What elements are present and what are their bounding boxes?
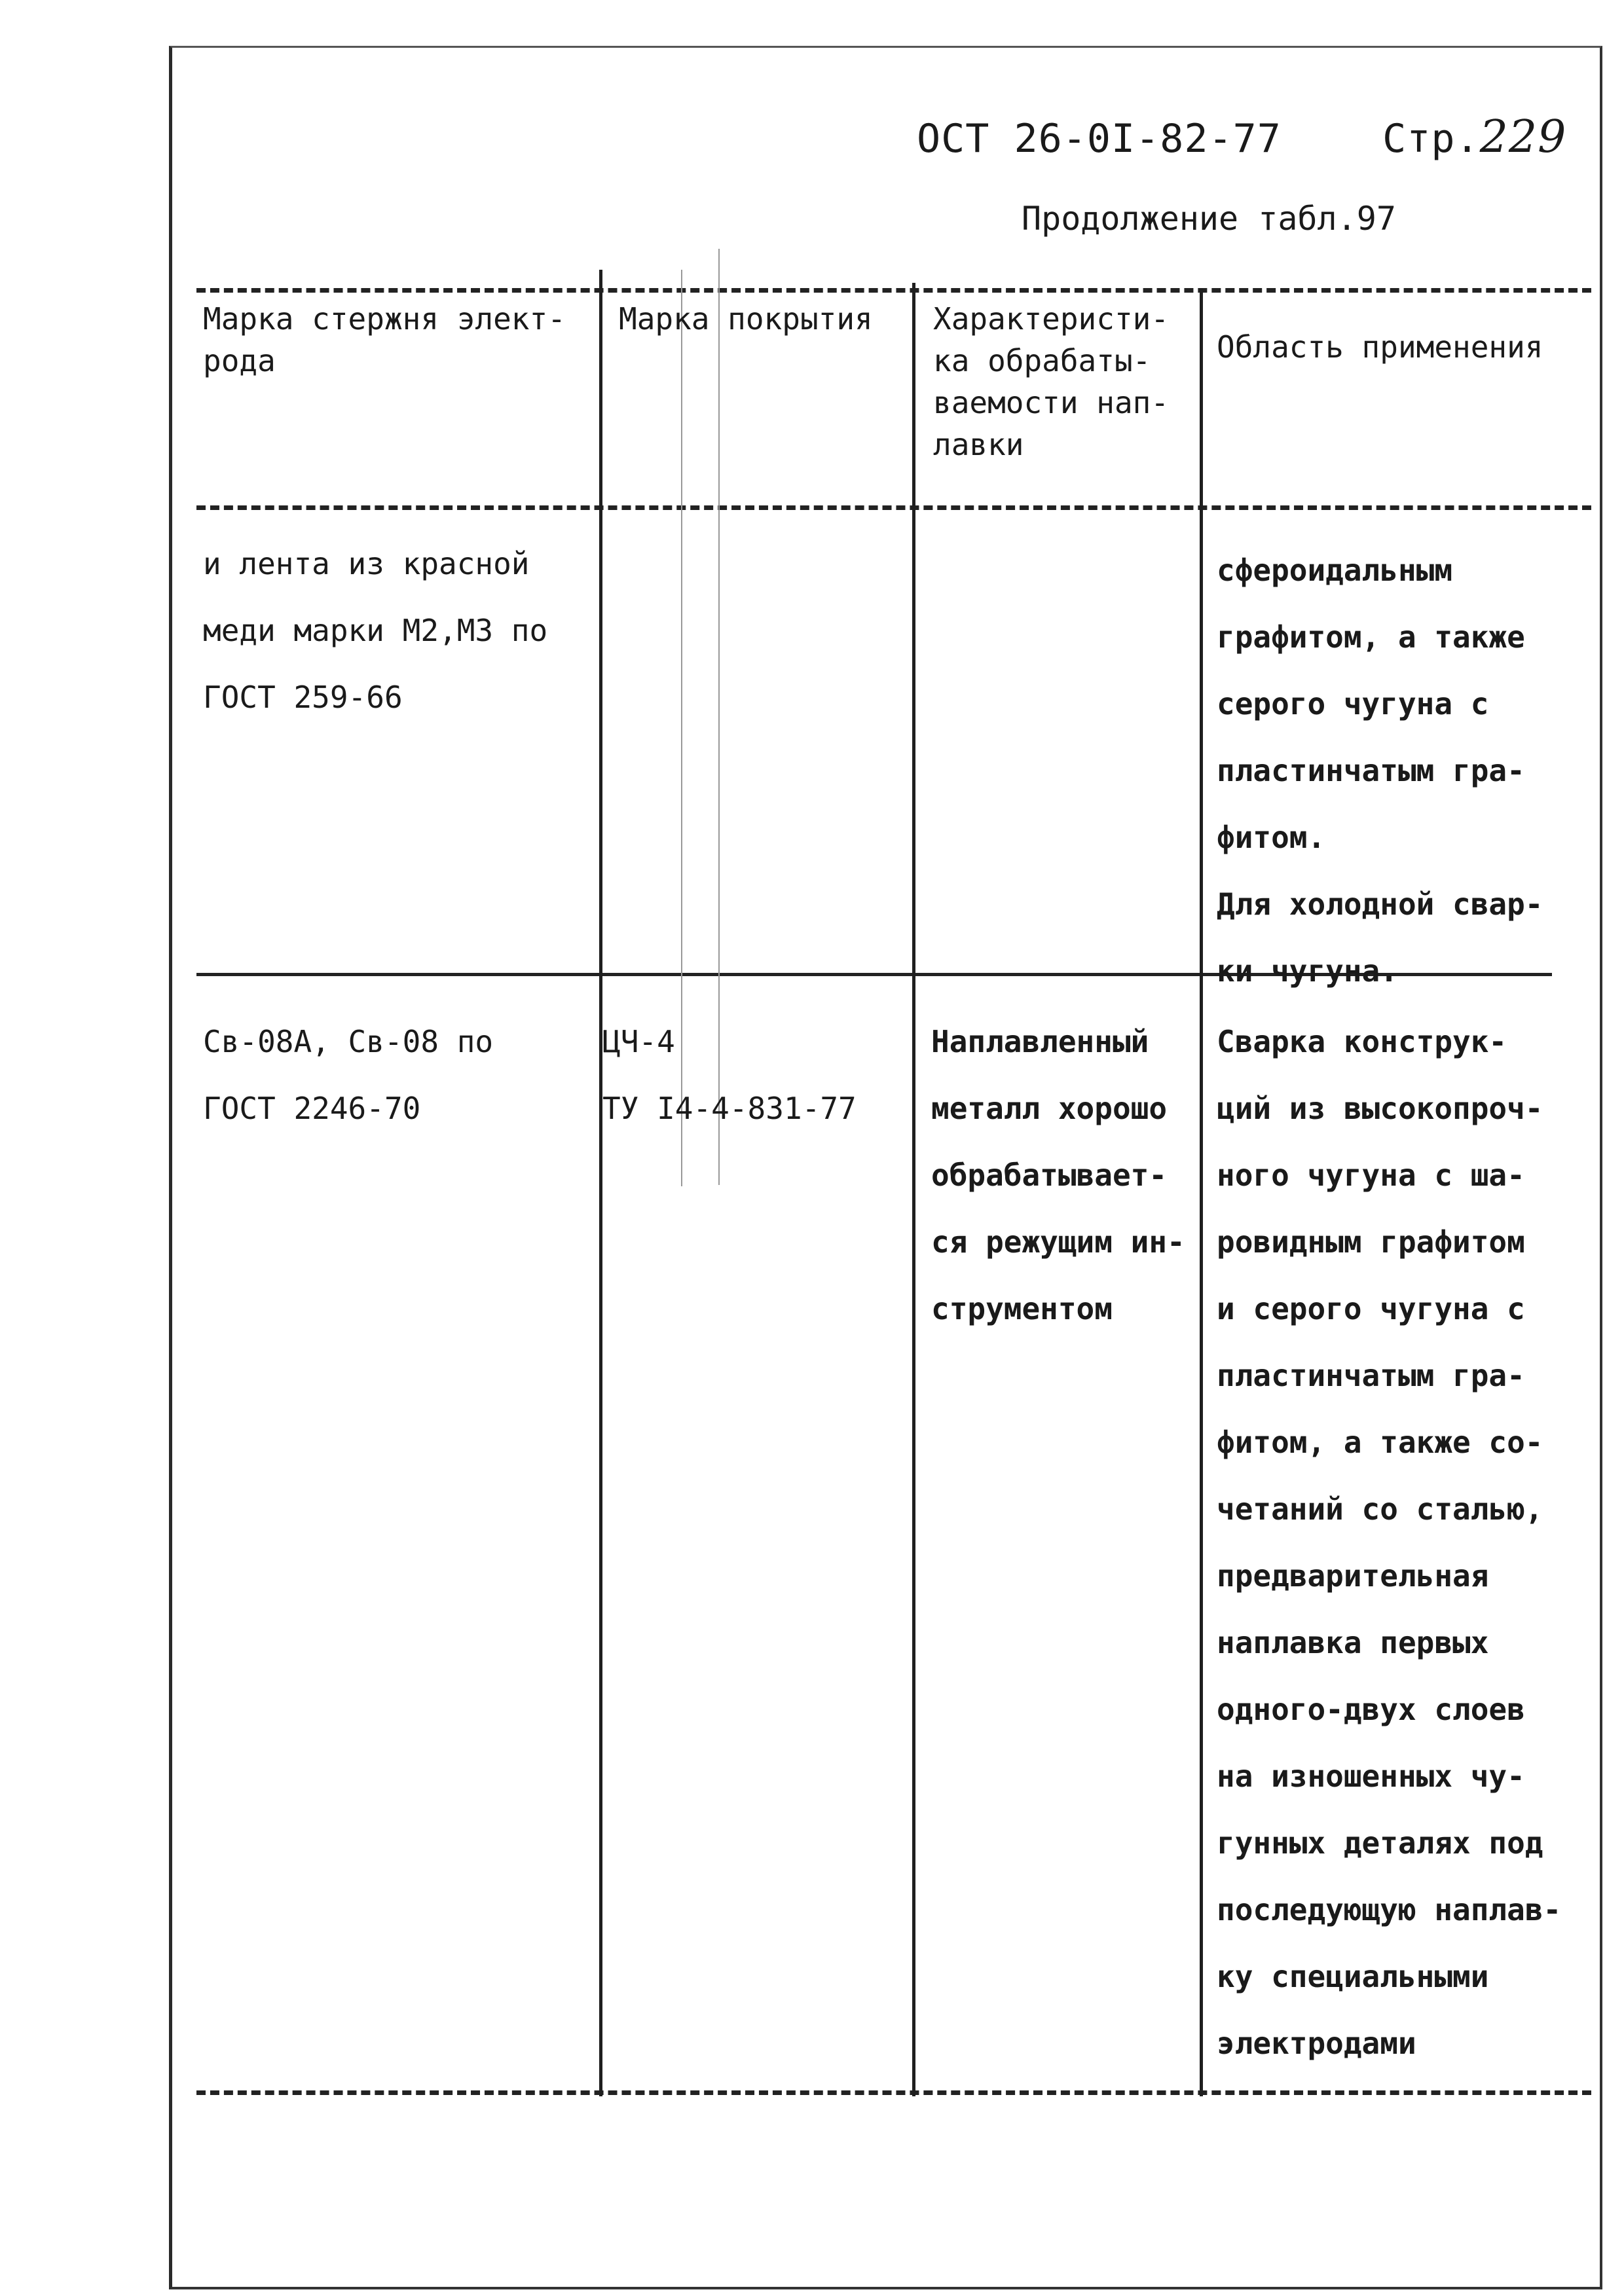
table-top-rule xyxy=(196,288,1591,293)
column-header-application: Область применения xyxy=(1217,329,1543,365)
table-cell-coating: ЦЧ-4 ТУ I4-4-831-77 xyxy=(602,1024,857,1126)
page-label: Стр. xyxy=(1382,116,1480,162)
table-cell-rod: и лента из красной меди марки М2,М3 по ГОСТ 259-66 xyxy=(203,546,548,715)
column-divider-3 xyxy=(1200,288,1203,2096)
column-header-rod-grade: Марка стержня элект- рода xyxy=(203,301,566,378)
page-number: 229 xyxy=(1479,111,1567,163)
column-header-machinability: Характеристи- ка обрабаты- ваемости нап- лавки xyxy=(933,301,1170,462)
table-cell-machinability: Наплавленный металл хорошо обрабатывает- ся режущим ин- струментом xyxy=(931,1024,1185,1326)
column-header-coating-grade: Марка покрытия xyxy=(619,301,873,337)
table-bottom-rule xyxy=(196,2090,1591,2095)
table-cell-application: сфероидальным графитом, а также серого чугуна с пластинчатым гра- фитом. Для холодной свар- ки чугуна. xyxy=(1217,553,1543,989)
document-code: ОСТ 26-0I-82-77 xyxy=(917,116,1282,162)
column-divider-2 xyxy=(912,283,915,2096)
table-cell-application: Сварка конструк- ций из высокопроч- ного чугуна с ша- ровидным графитом и серого чугуна с пластинчатым гра- фитом, а также со- четаний со сталью, предварительная наплавка первых одного-двух слоев на изношенных чу- гунных деталях под последующую наплав- ку специальными электродами xyxy=(1217,1024,1562,2061)
table-continuation-label: Продолжение табл.97 xyxy=(1022,200,1396,238)
header-bottom-rule xyxy=(196,505,1591,510)
table-cell-rod: Св-08А, Св-08 по ГОСТ 2246-70 xyxy=(203,1024,494,1126)
page-header xyxy=(917,111,1566,163)
column-divider-1 xyxy=(599,270,602,2096)
